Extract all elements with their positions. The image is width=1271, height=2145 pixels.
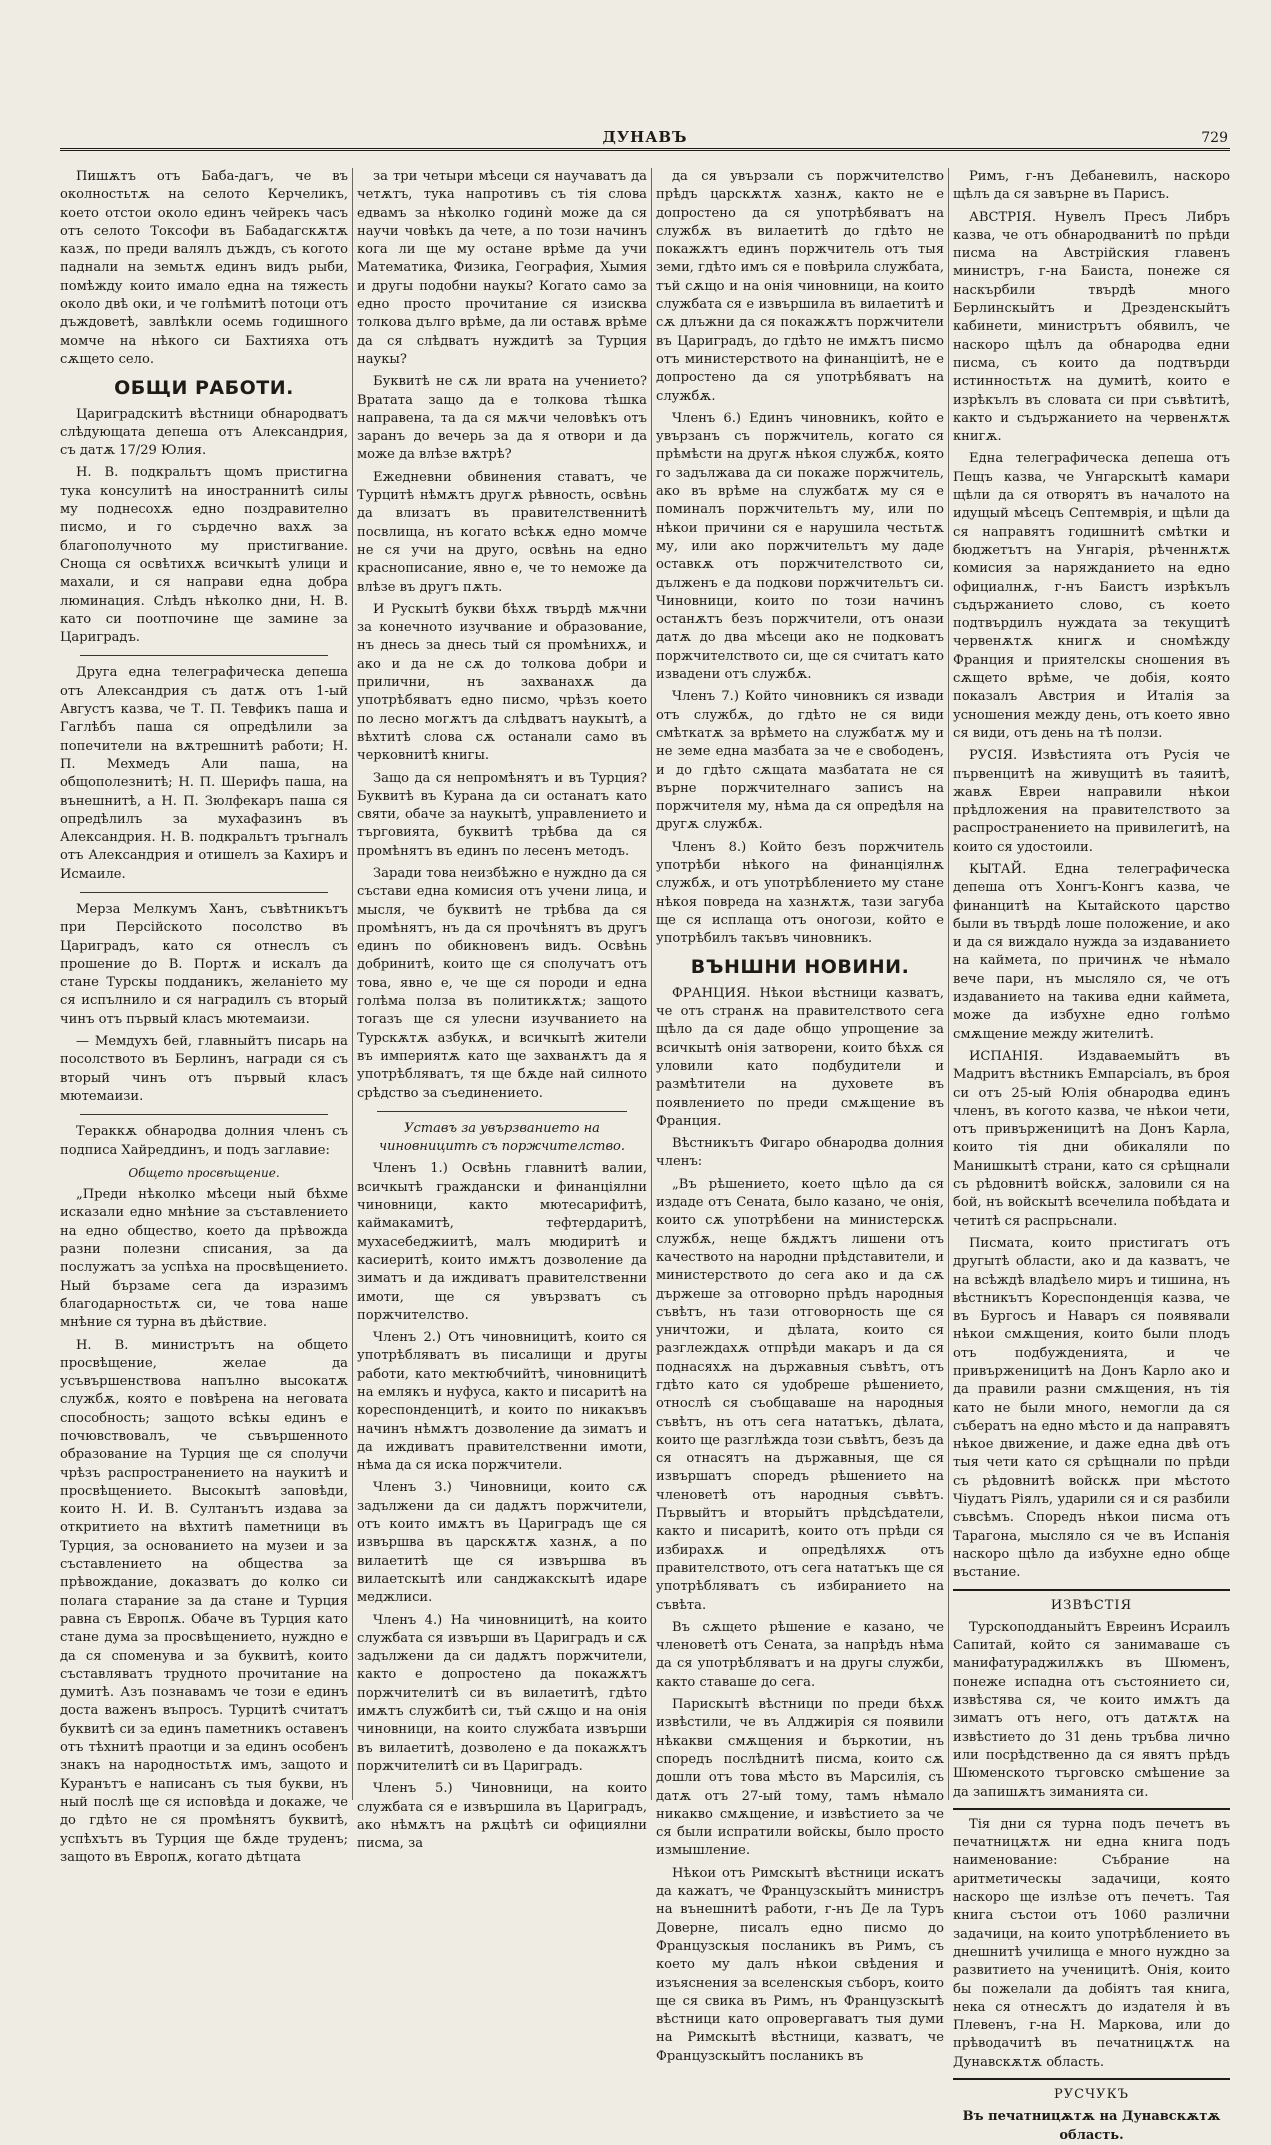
separator (953, 2078, 1230, 2080)
running-head: ДУНАВЪ (602, 128, 688, 146)
paragraph: Членъ 8.) Който безъ поржчитель употрѣби нѣкого на финанціялнѫ службѫ, и отъ употрѣблението му стане нѣкоя повреда на хазнѫтѫ, тази загуба ще ся исплаща отъ оногози, който е употрѣбилъ такъвъ чиновникъ. (656, 839, 944, 947)
paragraph: Писмата, които пристигатъ отъ другытѣ области, ако и да казватъ, че на всѣждѣ владѣело миръ и тишина, нъ вѣстникътъ Кореспонденція казва, че въ Бургосъ и Наваръ ся появявали нѣкои смѫщения, които были плодъ отъ подбужденията, и че привърженицитѣ на Донъ Карло ако и да правили разни смѫщения, нъ тія като не были много, немогли да ся събератъ на едно мѣсто и да направятъ нѣкое движение, и даже една двѣ отъ тыя чети като ся срѣщнали по прѣди съ рѣдовнитѣ войскѫ при мѣстото Чіудатъ Ріялъ, ударили ся и ся разбили съвсѣмъ. Споредъ нѣкои писма отъ Тарагона, мысляло ся че въ Испанія наскоро щѣло да избухне едно обще въстание. (953, 1235, 1230, 1581)
column-3 (656, 168, 944, 2064)
paragraph: Членъ 6.) Единъ чиновникъ, който е увързанъ съ поржчитель, когато ся прѣмѣсти на другѫ нѣкоя службѫ, която го задължава да си покаже поржчитель, ако въ врѣме на службатѫ му ся е поминалъ поржчительтъ му, или по нѣкои причини ся е нарушила честьтѫ му, или ако поржчительтъ му даде оставкѫ отъ поржчителството си, дълженъ е да подкови поржчительтъ си. Чиновници, които по този начинъ останѫтъ безъ поржчители, отъ онази датѫ до два мѣсеци ако не подковатъ поржчителството си, ще ся считатъ като извадени отъ службѫ. (656, 410, 944, 683)
paragraph: Н. В. подкральтъ щомъ пристигна тука консулитѣ на иностраннитѣ силы му поднесохѫ едно поздравително писмо, и го сърдечно вахѫ за благополучното му пристигвание. Сноща ся освѣтихѫ всичкытѣ улици и махали, и ся направи една добра люминация. Слѣдъ нѣколко дни, Н. В. като си поотпочине ще замине за Цариградъ. (60, 465, 348, 646)
paragraph: РУСІЯ. Извѣстията отъ Русія че първенцитѣ на живущитѣ въ таяитѣ, жавѫ Евреи направили нѣкои прѣдложения на правителството за распространението на привилегитѣ, на които ся удостоили. (953, 748, 1230, 855)
separator (377, 1111, 627, 1112)
page-number: 729 (1201, 130, 1228, 146)
paragraph: „Въ рѣшението, което щѣло да ся издаде отъ Сената, было казано, че онія, които сѫ употрѣбени на министерскѫ службѫ, неще бѫдѫтъ лишени отъ качеството на народни прѣдставители, и министерството до сега ако и да сѫ държеше за отговорно прѣдъ народныя съвѣтъ, нъ тази отговорность ще ся уничтожи, и дѣлата, които ся разглеждахѫ отпрѣди макаръ и да ся поднасяхѫ на държавныя съвѣтъ, отъ гдѣто като ся удобреше рѣшението, относлѣ ся съобщаваше на народныя съвѣтъ, нъ отъ сега нататъкъ, дѣлата, които ще разглѣжда този съвѣтъ, безъ да ся отнасятъ на държавныя, ще ся извършатъ споредъ рѣшението на членоветѣ отъ народныя съвѣтъ. Първыйтъ и вторыйтъ прѣдсѣдатели, както и писаритѣ, които отъ прѣди ся избирахѫ и опредѣляхѫ отъ правителството, отъ сега нататъкъ ще ся употрѣбляватъ съ избиранието на съвѣта. (656, 1176, 944, 1613)
masthead (60, 128, 1230, 152)
paragraph: Тераккѫ обнародва долния членъ съ подписа Хайреддинъ, и подъ заглавие: (60, 1124, 348, 1158)
paragraph: ФРАНЦИЯ. Нѣкои вѣстници казватъ, че отъ странѫ на правителството сега щѣло да ся даде общо упрощение за всичкытѣ онія затворени, които бѣхѫ ся уловили като подбудители и размѣтители на духовете въ появлението по преди смѫщение въ Франция. (656, 985, 944, 1129)
paragraph: Членъ 4.) На чиновницитѣ, на които службата ся извърши въ Цариградъ и сѫ задължени да си дадѫтъ поржчители, както е допростено да покажѫтъ поржчителитѣ си въ вилаетитѣ, гдѣто имѫтъ службитѣ си, тъй сѫщо и на онія чиновници, на които службата извърши въ вилаетитѣ, дозволено е да покажѫтъ поржчителитѣ си въ Цариградъ. (357, 1612, 647, 1774)
column-divider (651, 168, 652, 1800)
paragraph: Н. В. министрътъ на общето просвѣщение, желае да усъвършенствова напълно высокатѫ службѫ, която е повѣрена на неговата способность; защото всѣкы единъ е почювствовалъ, че съвършенното образование на Турция ще ся сполучи чрѣзъ распространението на наукитѣ и просвѣщението. Высокытѣ заповѣди, които Н. И. В. Султанътъ издава за откритието на вѣхтитѣ паметници въ Турция, за основанието на музеи и за съставлението на общества за прѣвождание, доказватъ до колко си полага старание за да стане и Турция равна съ Европѫ. Обаче въ Турция като стане дума за просвѣщението, нуждно е да ся споменува и за буквитѣ, които съставляватъ трудното прочитание на думитѣ. Азъ познавамъ че този е единъ доста важенъ въпросъ. Турцитѣ считатъ буквитѣ си за единъ паметникъ оставенъ отъ тѣхнитѣ праотци и за единъ особенъ знакъ на народностьтѫ имъ, защото и Куранътъ е написанъ съ тыя букви, нъ ный послѣ ще ся исповѣда и докаже, че до гдѣто не ся промѣнятъ буквитѣ, успѣхътъ въ Турция ще бѫде труденъ; защото въ Европѫ, когато дѣтцата (60, 1337, 348, 1865)
paragraph: Турскоподданыйтъ Евреинъ Исраилъ Сапитай, който ся занимаваше съ манифатураджилѫкъ въ Шюменъ, понеже испадна отъ състоянието си, извѣстява ся, че които имѫтъ да зиматъ отъ него, отъ датѫтѫ на извѣстието до 31 день тръбва лично или посрѣдственно да ся явятъ прѣдъ Шюменското търговско смѣшение за да запишѫтъ зиманията си. (953, 1619, 1230, 1800)
paragraph: Ежедневни обвинения ставатъ, че Турцитѣ нѣмѫтъ другѫ рѣвность, освѣнь да влизатъ въ правителственнитѣ посвлища, нъ когато всѣкѫ едно момче не ся учи на друго, освѣнь на едно краснописание, явно е, че то неможе да влѣзе въ другъ пѫть. (357, 469, 647, 595)
paragraph: Вѣстникътъ Фигаро обнародва долния членъ: (656, 1136, 944, 1170)
columns (60, 168, 1230, 2143)
paragraph: Нѣкои отъ Римскытѣ вѣстници искатъ да кажатъ, че Французскыйтъ министръ на вънешнитѣ работи, г-нъ Де ла Туръ Доверне, писалъ едно писмо до Французскыя посланикъ въ Римъ, съ което му далъ нѣкои свѣдения и изъяснения за вселенскыя съборъ, които ще ся свика въ Римъ, нъ Французскытѣ вѣстници като опровергаватъ тыя думи на Римскытѣ вѣстници, казватъ, че Французскыйтъ посланикъ въ (656, 1865, 944, 2064)
section-heading-foreign: ВЪНШНИ НОВИНИ. (690, 956, 910, 979)
paragraph: Членъ 3.) Чиновници, които сѫ задължени да си дадѫтъ поржчители, отъ които имѫтъ въ Цариградъ ще ся извършва въ царскѫтѫ хазнѫ, а по вилаетитѣ ще ся извършва въ вилаетскытѣ или санджакскытѣ идаре меджлиси. (357, 1480, 647, 1606)
paragraph: „Преди нѣколко мѣсеци ный бѣхме исказали едно мнѣние за съставлението на едно общество, което да прѣвожда разни полезни списания, за да послужатъ за успѣха на просвѣщението. Ный бързаме сега да изразимъ благодарностьтѫ си, че това наше мнѣние ся турна въ дѣйствие. (60, 1187, 348, 1331)
paragraph: Защо да ся непромѣнятъ и въ Турция? Буквитѣ въ Курана да си останатъ като святи, обаче за наукытѣ, управлението и търговията, буквитѣ трѣбва да ся промѣнятъ въ единъ по лесенъ методъ. (357, 770, 647, 859)
paragraph: Тія дни ся турна подъ печетъ въ печатницѫтѫ ни една книга подъ наименование: Събрание на аритметическы задачици, която наскоро ще излѣзе отъ печетъ. Тая книга състои отъ 1060 различни задачици, на които употрѣблението въ днешнитѣ училища е много нуждно за развитието на ученицитѣ. Онія, които бы пожелали да добіятъ тая книга, нека ся отнесѫтъ до издателя ѝ въ Плевенъ, г-на Н. Маркова, или до прѣводачитѣ въ печатницѫтѫ на Дунавскѫтѫ область. (953, 1816, 1230, 2070)
article-babadag: Пишѫтъ отъ Баба-дагъ, че въ околностьтѫ на селото Керчеликъ, което отстои около единъ чейрекъ часъ отъ селото Токсофи въ Бабадагскѫтѫ казѫ, по преди валялъ дъждъ, съ когото паднали на земьтѫ единъ видъ рыби, помѣжду които имало една на тяжесть около двѣ оки, и че голѣмитѣ потоци отъ дъждоветѣ, завлѣкли осемь годишного момче на нѣкого си Бахтияха отъ сѫщето село. (60, 169, 348, 367)
separator (80, 655, 328, 656)
imprint-line: Въ печатницѫтѫ на Дунавскѫтѫ область. (962, 2109, 1221, 2143)
header-rule (60, 148, 1230, 151)
column-divider (352, 168, 353, 1800)
paragraph: Членъ 1.) Освѣнь главнитѣ валии, всичкытѣ граждански и финанціялни чиновници, както мютесарифитѣ, каймакамитѣ, тефтердаритѣ, мухасебеджиитѣ, малъ мюдиритѣ и касиеритѣ, които имѫтъ дозволение да зиматъ и да иждиватъ правителственни имоти, ще ся увързватъ съ поржчителство. (357, 1161, 647, 1323)
column-2 (357, 168, 647, 1852)
paragraph: ИСПАНІЯ. Издаваемыйтъ въ Мадритъ вѣстникъ Емпарсіалъ, въ броя си отъ 25-ый Юлія обнародва единъ членъ, въ когото казва, че нѣкои чети, отъ привърженицитѣ на Донъ Карла, които тія дни обикаляли по Манишкытѣ страни, като ся срѣщнали съ рѣдовнитѣ войскѫ, заловили ся на бой, нъ войскытѣ всечелила побѣдата и четитѣ ся распрьснали. (953, 1048, 1230, 1229)
sub-caption: Общето просвѣщение. (128, 1165, 280, 1180)
paragraph: за три четыри мѣсеци ся научаватъ да четѫтъ, тука напротивъ съ тія слова едвамъ за нѣколко годинѝ може да ся научи човѣкъ да чете, а по този начинъ кога ли ще му остане врѣме да учи Математика, Физика, География, Хымия и другы подобни наукы? Когато само за едно просто прочитание ся изисква толкова дълго врѣме, да ли оставѫ врѣме да ся слѣдватъ нуждитѣ за Турция наукы? (357, 169, 647, 367)
column-1 (60, 168, 348, 1865)
paragraph: Въ сѫщето рѣшение е казано, че членоветѣ отъ Сената, за напрѣдъ нѣма да ся употрѣбляватъ и на другы служби, както ставаше до сега. (656, 1619, 944, 1690)
paragraph: Парискытѣ вѣстници по преди бѣхѫ извѣстили, че въ Алджирія ся появили нѣкакви смѫщения и бъркотии, нъ споредъ послѣднитѣ писма, които сѫ дошли отъ това мѣсто въ Марсилія, съ датѫ отъ 27-ый тому, тамъ нѣмало никакво смѫщение, и извѣстието за че ся были испратили войскы, было просто измышление. (656, 1697, 944, 1859)
paragraph: Членъ 7.) Който чиновникъ ся извади отъ службѫ, до гдѣто не ся види смѣткатѫ за врѣмето на службатѫ му и не земе една мазбата за че е свободенъ, и до гдѣто сѫщата мазбатата не ся върне поржчителнаго записъ на поржчителя му, нѣма да ся опредѣля на другѫ службѫ. (656, 689, 944, 833)
notices-heading: ИЗВѢСТІЯ (1050, 1597, 1133, 1613)
paragraph: КЫТАЙ. Една телеграфическа депеша отъ Хонгъ-Конгъ казва, че финанцитѣ на Кытайското царство были въ твърдѣ лоше положение, и ако и да ся виждало нужда за издаванието на каймета, по причинѫ че нѣмало вече пари, нъ мысляло ся, че отъ издаванието на такива едни каймета, може да избухне едно голѣмо смѫщение между жителитѣ. (953, 861, 1230, 1042)
paragraph: да ся увързали съ поржчителство прѣдъ царскѫтѫ хазнѫ, както не е допростено да ся употрѣбяватъ на службѫ въ вилаетитѣ до гдѣто не покажѫтъ единъ поржчитель отъ тыя земи, гдѣто имъ ся е повѣрила службата, тъй сѫщо и на онія чиновници, на които службата ся е извършила въ вилаетитѣ и сѫ длъжни да ся покажѫтъ поржчители въ Цариградъ, до гдѣто не имѫтъ писмо отъ министерството на финанціитѣ, не е допростено да ся употрѣбяватъ на службѫ. (656, 169, 944, 404)
column-divider (948, 168, 949, 1800)
paragraph: Римъ, г-нъ Дебаневилъ, наскоро щѣлъ да ся завърне въ Парисъ. (953, 169, 1230, 203)
paragraph: Членъ 5.) Чиновници, на които службата ся е извършила въ Цариградъ, ако нѣмѫтъ на рѫцѣтѣ си официялни писма, за (357, 1781, 647, 1852)
statute-heading: Уставъ за увързванието на чиновницитѣ съ поржчителство. (379, 1120, 625, 1155)
section-heading-general: ОБЩИ РАБОТИ. (114, 377, 294, 400)
paragraph: Мерза Мелкумъ Ханъ, съвѣтникътъ при Персійското посолство въ Цариградъ, като ся отнеслъ съ прошение до В. Портѫ и искалъ да стане Турскы подданикъ, желаніето му ся испълнило и ся наградилъ съ вторый чинъ отъ първый класъ мютемаизи. (60, 901, 348, 1027)
paragraph: АВСТРІЯ. Нувелъ Пресъ Либръ казва, че отъ обнародванитѣ по прѣди писма на Австрійския главенъ министръ, г-на Баиста, понеже ся наскърбили твърдѣ много Берлинскыйтъ и Дрезденскыйтъ кабинети, министрътъ обявилъ, че наскоро щѣлъ да обнародва едни писма, съ които да подтвърди истинностьтѫ на думитѣ, които е изрѣкълъ въ словата си при съвѣтитѣ, както и съдържанието на червенѫтѫ книгѫ. (953, 209, 1230, 445)
paragraph: Друга една телеграфическа депеша отъ Александрия съ датѫ отъ 1-ый Августъ казва, че Т. П. Тевфикъ паша и Гаглѣбъ паша ся опредѣлили за попечители на вѫтрешнитѣ работи; Н. П. Мехмедъ Али паша, на общополезнитѣ; Н. П. Шерифъ паша, на вънешнитѣ, а Н. П. Зюлфекаръ паша ся опредѣлилъ за мухафазинъ въ Александрия. Н. В. подкральтъ тръгналъ отъ Александрия и отишелъ за Кахиръ и Исмаиле. (60, 665, 348, 882)
paragraph: И Рускытѣ букви бѣхѫ твърдѣ мѫчни за конечното изучвание и образование, нъ днесь за днесь тый ся промѣнихѫ, и ако и да не сѫ до толкова добри и прилични, нъ захванахѫ да употрѣбяватъ едно писмо, чрѣзъ което по лесно могѫтъ да слѣдватъ наукытѣ, а вѣхтитѣ слова сѫ останали само въ черковнитѣ книгы. (357, 601, 647, 764)
paragraph: Една телеграфическа депеша отъ Пещъ казва, че Унгарскытѣ камари щѣли да ся отворятъ въ началото на идущый мѣсецъ Септемврія, и щѣли да ся направятъ годишнитѣ смѣтки и бюджетътъ на Унгарія, рѣченнѫтѫ комисия за наряжданието на едно официалнѫ, г-нъ Баистъ изрѣкълъ съдържанието слово, съ което подтвърдилъ нуждата за текущитѣ червенѫтѫ книгѫ и сномѣжду Франция и приятелскы сношения въ сѫщето врѣме, че добія, която показалъ Австрия и Италія за усношения между день, отъ което явно ся види, отъ день на тѣ ползи. (953, 451, 1230, 741)
paragraph: Буквитѣ не сѫ ли врата на учението? Вратата защо да е толкова тѣшка направена, та да ся мѫчи человѣкъ отъ заранъ до вечерь за да я отвори и да може да влѣзе вѫтрѣ? (357, 374, 647, 463)
paragraph: Членъ 2.) Отъ чиновницитѣ, които ся употрѣбляватъ въ писалищи и другы работи, като мектюбчийтѣ, чиновницитѣ на емлякъ и нуфуса, както и писаритѣ на кореспонденцитѣ, и които по никакъвъ начинъ нѣмѫтъ дозволение да зиматъ и да иждиватъ правителственни имоти, нѣма да ся иска поржчители. (357, 1330, 647, 1474)
column-4 (953, 168, 1230, 2143)
separator (80, 1114, 328, 1115)
separator (953, 1808, 1230, 1810)
paragraph: — Мемдухъ бей, главныйтъ писарь на посолството въ Берлинъ, награди ся съ вторый чинъ отъ първый класъ мютемаизи. (60, 1034, 348, 1104)
place-name: РУСЧУКЪ (1054, 2086, 1129, 2102)
separator (80, 892, 328, 893)
paragraph: Заради това неизбѣжно е нуждно да ся състави една комисия отъ учени лица, и мысля, че буквитѣ не трѣбва да ся промѣнятъ, нъ да ся прочѣнятъ въ другъ единъ по обикновенъ видъ. Освѣнь добринитѣ, които ще ся сполучатъ отъ това, явно е, че ще ся породи и една голѣма полза въ политикѫтѫ; защото тогазъ ще ся улесни изучванието на Турскѫтѫ азбукѫ, и всичкытѣ жители въ империятѫ като ще захванѫтъ да я употрѣбляватъ, тя ще бѫде най силното срѣдство за съединението. (357, 865, 647, 1101)
separator (953, 1589, 1230, 1591)
paragraph: Цариградскитѣ вѣстници обнародватъ слѣдующата депеша отъ Александрия, съ датѫ 17/29 Юлия. (60, 406, 348, 459)
